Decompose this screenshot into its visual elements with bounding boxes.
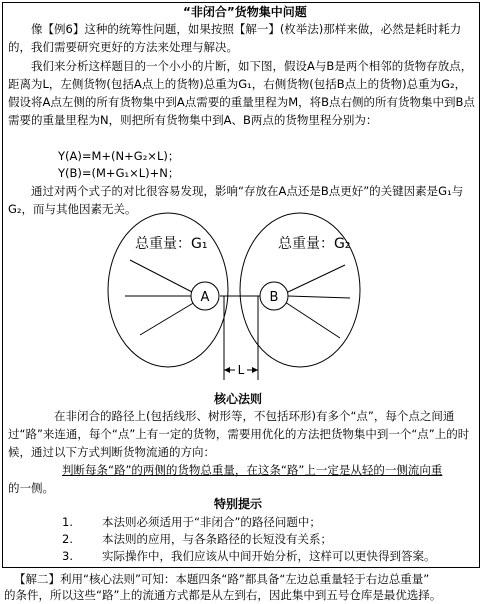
tip-number: 1. — [62, 515, 73, 529]
tip-text: 实际操作中，我们应该从中间开始分析，这样可以更快得到答案。 — [102, 549, 436, 563]
distance-arrow-left — [224, 367, 230, 373]
tip-item — [62, 549, 436, 564]
solution-line-1: 【解二】利用“核心法则”可知：本题四条“路”都具备“左边总重量轻于右边总重量” — [14, 572, 430, 586]
distance-arrow-right — [252, 367, 258, 373]
warehouse-diagram — [100, 210, 370, 380]
distance-label: L — [237, 363, 245, 377]
right-branch-1 — [288, 265, 345, 292]
tip-text: 本法则的应用，与各条路径的长短没有关系； — [102, 532, 332, 546]
left-weight-label: 总重量：G₁ — [135, 236, 208, 252]
right-weight-label: 总重量：G₂ — [278, 236, 351, 252]
node-b-label: B — [269, 290, 279, 305]
page-title: “非闭合”货物集中问题 — [183, 5, 307, 19]
tip-item — [62, 532, 332, 547]
right-branch-3 — [285, 302, 340, 338]
right-branch-2 — [288, 296, 350, 298]
core-rule-paragraph: 在非闭合的路径上(包括线形、树形等，不包括环形)有多个“点”，每个点之间通过“路”来连通，每个“点”上有一定的货物，需要用优化的方法把货物集中到一个“点”上的时候，通过以下方式判断货物流通的方向： — [8, 409, 470, 459]
tip-number: 2. — [62, 532, 73, 546]
intro-paragraph-3: 通过对两个式子的对比很容易发现，影响“存放在A点还是B点更好”的关键因素是G₁与G₂，而与其他因素无关。 — [8, 184, 464, 216]
tip-number: 3. — [62, 549, 73, 563]
core-rule-highlight-end: 的一侧。 — [8, 481, 54, 495]
node-a-label: A — [200, 290, 210, 305]
equation-yb: Y(B)=(M+G₁×L)+N； — [58, 166, 180, 180]
tip-item — [62, 515, 321, 530]
core-rule-heading: 核心法则 — [214, 392, 263, 406]
left-branch-3 — [140, 302, 195, 335]
equation-ya: Y(A)=M+(N+G₂×L)； — [58, 149, 180, 163]
solution-line-2: 的条件，所以这些“路”上的流通方式都是从左到右，因此集中到五号仓库是最优选择。 — [4, 588, 442, 602]
core-rule-highlight: 判断每条“路”的两侧的货物总重量，在这条“路”上一定是从轻的一侧流向重 — [62, 463, 443, 477]
tips-heading: 特别提示 — [214, 497, 263, 511]
left-branch-1 — [130, 260, 192, 292]
intro-paragraph-2: 我们来分析这样题目的一个小小的片断，如下图，假设A与B是两个相邻的货物存放点，距离为L，左侧货物(包括A点上的货物)总重为G₁，右侧货物(包括B点上的货物)总重为G₂，假设将A点左侧的所有货物集中到A点需要的重量里程为M，将B点右侧的所有货物集中到B点需要的重量里程为N，则把所有货物集中到A、B两点的货物里程分别为： — [8, 59, 475, 127]
tip-text: 本法则必须适用于“非闭合”的路径问题中； — [102, 515, 321, 529]
intro-paragraph-1: 像【例6】这种的统筹性问题，如果按照【解一】(枚举法)那样来做，必然是耗时耗力的，我们需要研究更好的方法来处理与解决。 — [8, 22, 462, 54]
